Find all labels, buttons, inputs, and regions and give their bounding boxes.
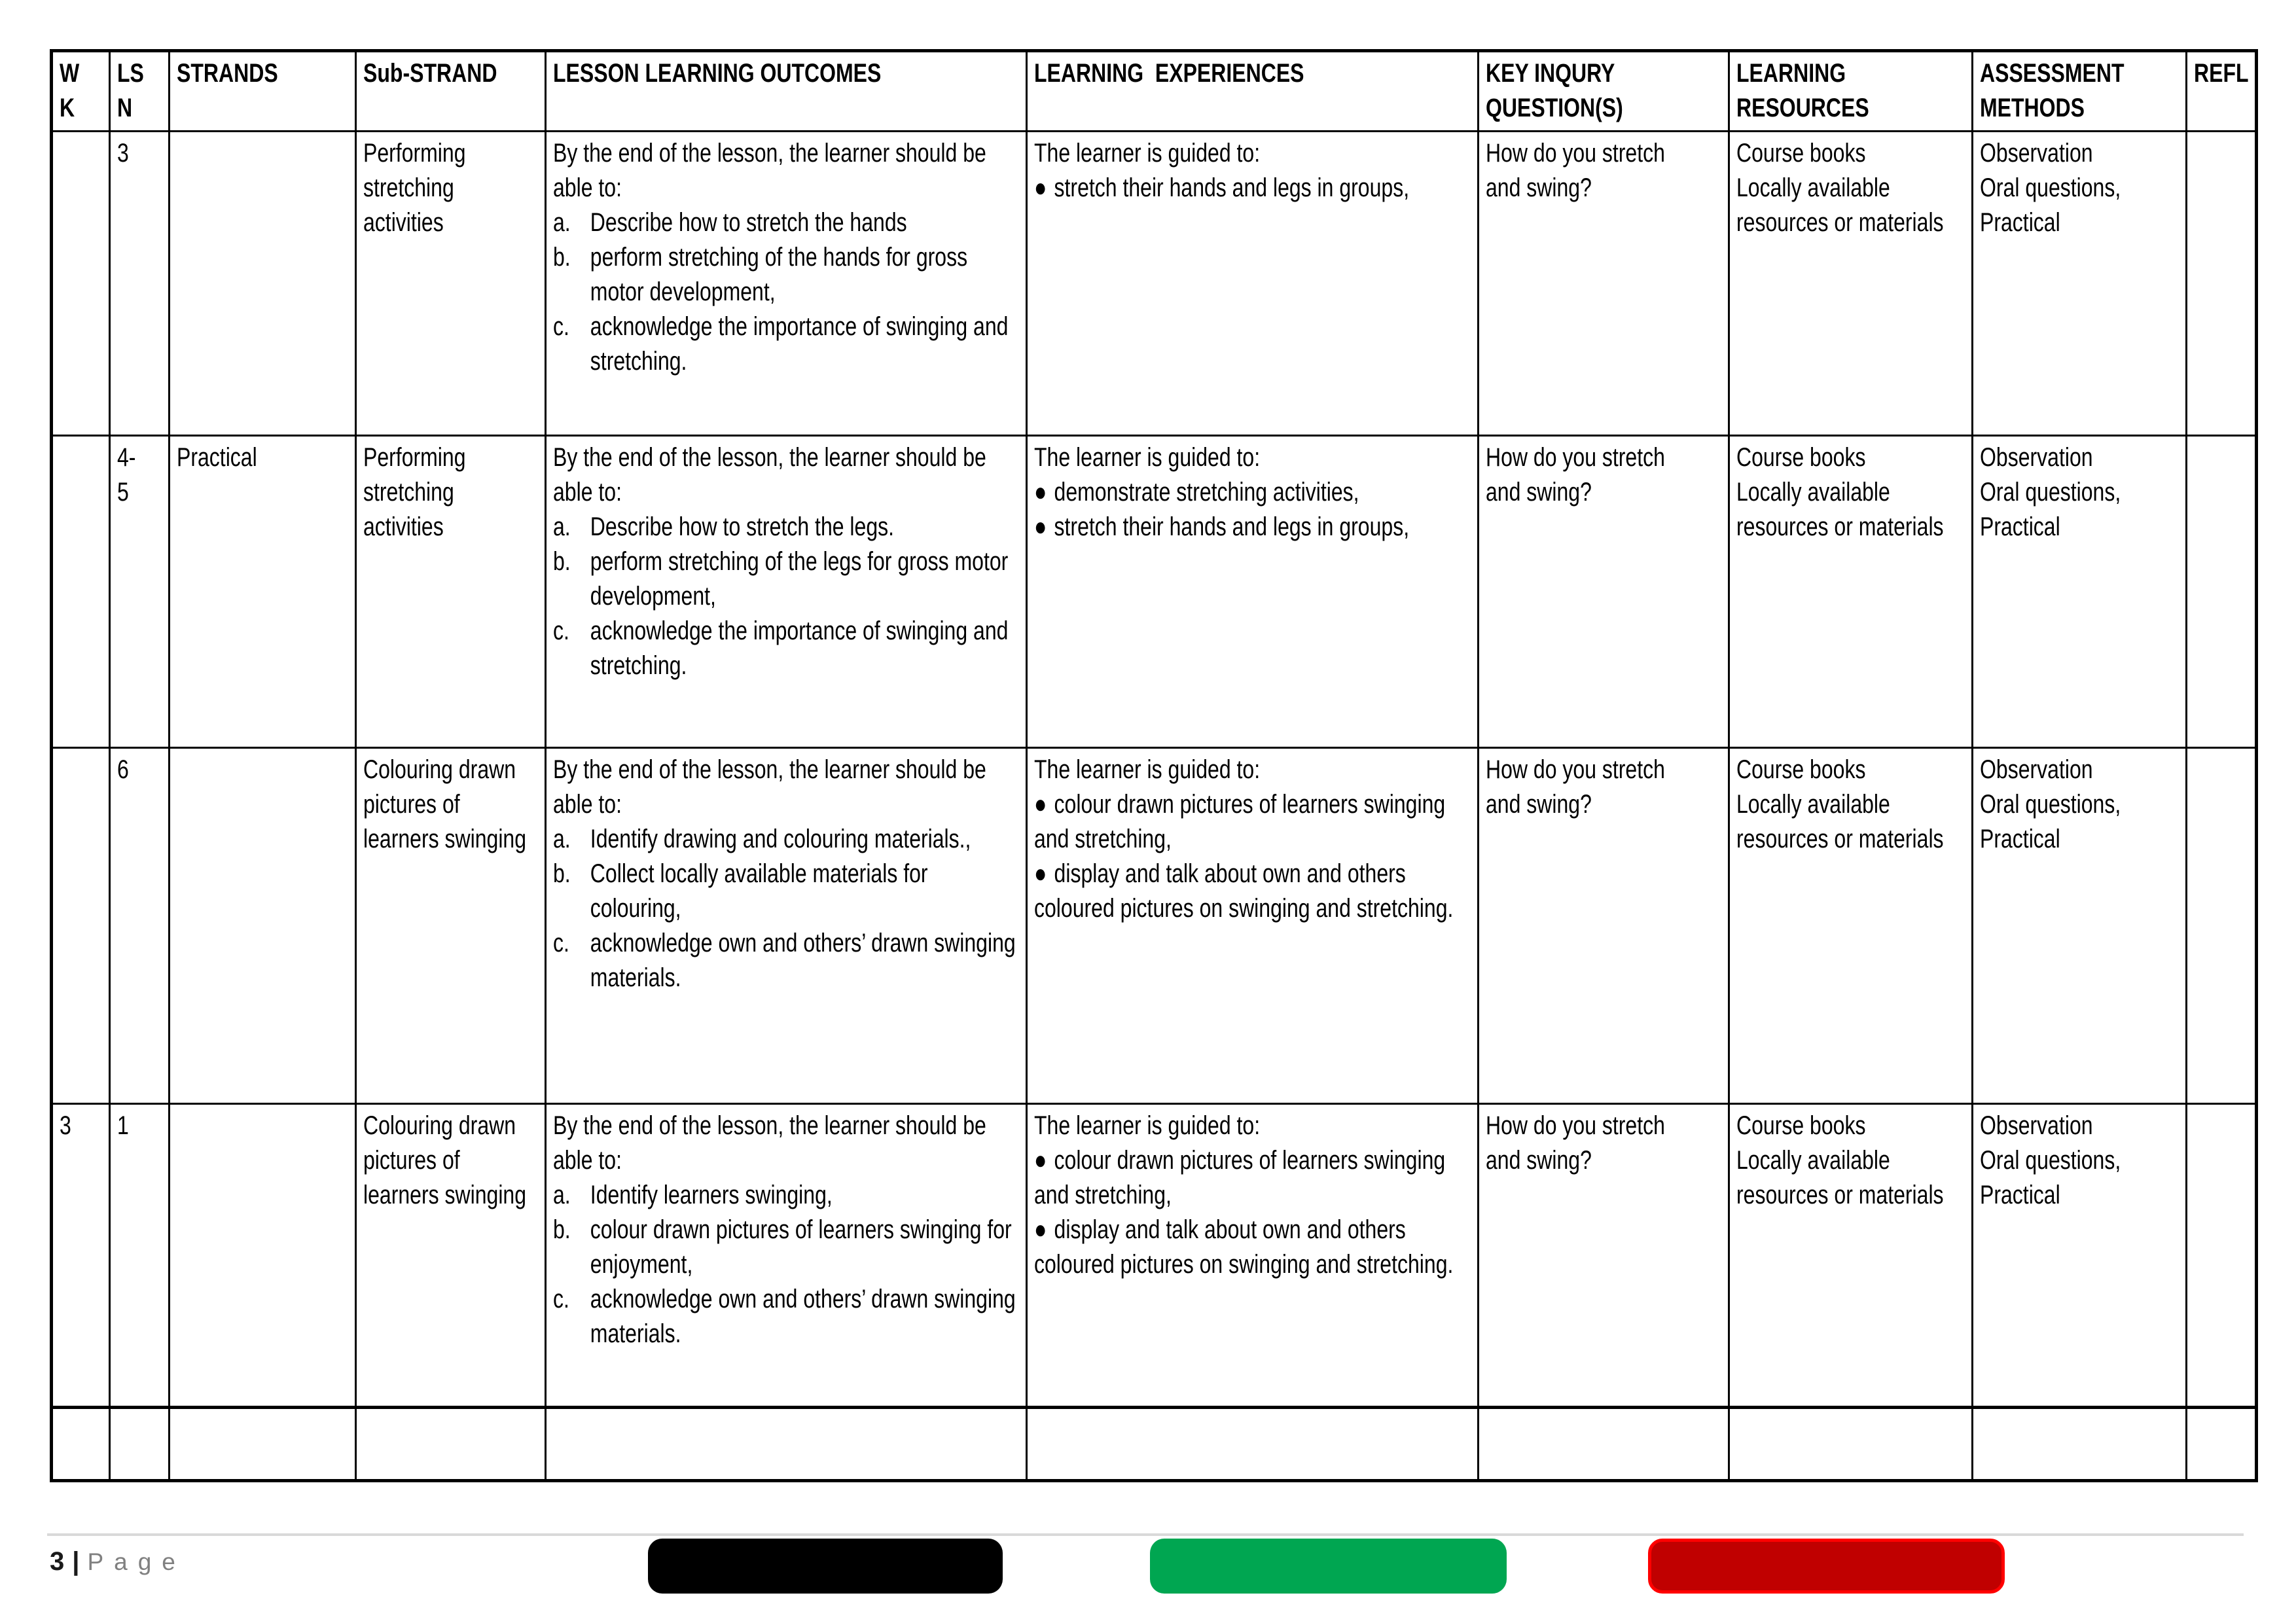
experience-bullet: [1034, 787, 1471, 857]
cell-refl: [2187, 1104, 2257, 1408]
assessment-line: Practical: [1980, 825, 2060, 853]
col-header-experiences-label: LEARNING EXPERIENCES: [1034, 59, 1304, 88]
experience-text: stretch their hands and legs in groups,: [1054, 173, 1410, 202]
experience-bullet: [1034, 857, 1471, 926]
lsn-value: 1: [117, 1111, 129, 1140]
cell-wk: [52, 1104, 110, 1408]
col-header-strands-label: STRANDS: [177, 59, 278, 88]
assessment-line: Practical: [1980, 1181, 2060, 1209]
footer-rule: [47, 1533, 2244, 1536]
cell-assessment: [1973, 132, 2187, 436]
cell-sub-strand: [356, 132, 546, 436]
outcome-text: colour drawn pictures of learners swinging for enjoyment,: [590, 1215, 1012, 1279]
cell-resources: [1729, 1104, 1973, 1408]
cell-wk: [52, 748, 110, 1104]
cell-wk: [52, 1408, 110, 1481]
outcome-item: [553, 1282, 1019, 1351]
table-row: [52, 436, 2257, 748]
page-footer: [50, 1546, 186, 1578]
outcome-item: [553, 614, 1019, 683]
assessment-line: Observation: [1980, 1111, 2093, 1140]
outcome-item: [553, 310, 1019, 379]
redaction-bar-red: [1648, 1539, 2005, 1594]
table-row: [52, 1104, 2257, 1408]
bullet-icon: ●: [1034, 790, 1047, 819]
redaction-bar-black: [648, 1539, 1003, 1594]
col-header-lsn: [110, 51, 170, 132]
col-header-sub-strand: [356, 51, 546, 132]
lsn-value: 4-5: [117, 443, 136, 507]
outcome-label: b.: [553, 1215, 571, 1244]
cell-key-inquiry: [1479, 748, 1729, 1104]
cell-wk: [52, 436, 110, 748]
outcome-text: Describe how to stretch the legs.: [590, 512, 895, 541]
cell-experiences: [1027, 1104, 1479, 1408]
cell-experiences: [1027, 132, 1479, 436]
experience-text: stretch their hands and legs in groups,: [1054, 512, 1410, 541]
cell-key-inquiry: [1479, 1104, 1729, 1408]
outcomes-intro: By the end of the lesson, the learner should be able to:: [553, 1111, 986, 1175]
outcome-label: c.: [553, 312, 569, 341]
col-header-lsn-label: LSN: [117, 59, 144, 122]
col-header-strands: [170, 51, 356, 132]
col-header-assessment: [1973, 51, 2187, 132]
outcomes-intro: By the end of the lesson, the learner should be able to:: [553, 443, 986, 507]
cell-assessment: [1973, 436, 2187, 748]
table-row-empty: [52, 1408, 2257, 1481]
experience-bullet: [1034, 475, 1471, 510]
experiences-intro: The learner is guided to:: [1034, 755, 1261, 784]
assessment-line: Oral questions,: [1980, 1146, 2121, 1175]
outcomes-intro: By the end of the lesson, the learner should be able to:: [553, 755, 986, 819]
experience-text: colour drawn pictures of learners swinging and stretching,: [1034, 1146, 1446, 1209]
cell-experiences: [1027, 748, 1479, 1104]
sub-strand-value: Performing stretching activities: [363, 443, 466, 541]
experience-bullet: [1034, 1213, 1471, 1282]
cell-outcomes: [546, 132, 1027, 436]
cell-strand: [170, 436, 356, 748]
cell-strand: [170, 1408, 356, 1481]
assessment-line: Practical: [1980, 208, 2060, 237]
outcome-item: [553, 822, 1019, 857]
cell-outcomes: [546, 1104, 1027, 1408]
scheme-of-work-table: [50, 49, 2258, 1482]
header-row: [52, 51, 2257, 132]
resources-line: Course books: [1736, 139, 1866, 168]
resources-line: Course books: [1736, 755, 1866, 784]
col-header-assessment-label: ASSESSMENT METHODS: [1980, 59, 2125, 122]
resources-line: Locally available resources or materials: [1736, 1146, 1944, 1209]
outcome-label: c.: [553, 1285, 569, 1313]
outcome-label: a.: [553, 825, 571, 853]
col-header-refl-label: REFL: [2194, 59, 2249, 88]
cell-lsn: [110, 436, 170, 748]
cell-resources: [1729, 1408, 1973, 1481]
cell-outcomes: [546, 1408, 1027, 1481]
cell-strand: [170, 748, 356, 1104]
col-header-resources: [1729, 51, 1973, 132]
key-inquiry-value: How do you stretch and swing?: [1486, 755, 1665, 819]
outcome-item: [553, 926, 1019, 995]
outcome-label: b.: [553, 547, 571, 576]
experience-text: display and talk about own and others coloured pictures on swinging and stretching.: [1034, 1215, 1454, 1279]
page-number-separator: |: [72, 1547, 80, 1576]
cell-resources: [1729, 132, 1973, 436]
bullet-icon: ●: [1034, 173, 1047, 202]
outcome-text: acknowledge the importance of swinging and stretching.: [590, 312, 1009, 376]
cell-assessment: [1973, 748, 2187, 1104]
experience-bullet: [1034, 1143, 1471, 1213]
outcome-text: perform stretching of the hands for gross motor development,: [590, 243, 968, 306]
experience-bullet: [1034, 510, 1471, 544]
cell-resources: [1729, 748, 1973, 1104]
wk-value: 3: [60, 1111, 71, 1140]
cell-sub-strand: [356, 436, 546, 748]
page-number: 3: [50, 1547, 65, 1576]
cell-key-inquiry: [1479, 1408, 1729, 1481]
cell-outcomes: [546, 748, 1027, 1104]
table-row: [52, 748, 2257, 1104]
outcome-item: [553, 1213, 1019, 1282]
page-word: Page: [87, 1548, 186, 1575]
col-header-refl: [2187, 51, 2257, 132]
outcome-item: [553, 1178, 1019, 1213]
outcome-text: Collect locally available materials for colouring,: [590, 859, 928, 923]
outcome-label: b.: [553, 859, 571, 888]
outcomes-intro: By the end of the lesson, the learner should be able to:: [553, 139, 986, 202]
outcome-text: perform stretching of the legs for gross motor development,: [590, 547, 1009, 611]
cell-strand: [170, 1104, 356, 1408]
cell-key-inquiry: [1479, 132, 1729, 436]
assessment-line: Observation: [1980, 443, 2093, 472]
cell-assessment: [1973, 1104, 2187, 1408]
cell-wk: [52, 132, 110, 436]
bullet-icon: ●: [1034, 859, 1047, 888]
lsn-value: 3: [117, 139, 129, 168]
col-header-outcomes-label: LESSON LEARNING OUTCOMES: [553, 59, 882, 88]
cell-resources: [1729, 436, 1973, 748]
cell-sub-strand: [356, 748, 546, 1104]
outcome-text: acknowledge the importance of swinging and stretching.: [590, 616, 1009, 680]
experiences-intro: The learner is guided to:: [1034, 1111, 1261, 1140]
sub-strand-value: Performing stretching activities: [363, 139, 466, 237]
cell-refl: [2187, 748, 2257, 1104]
sub-strand-value: Colouring drawn pictures of learners swinging: [363, 1111, 527, 1209]
cell-sub-strand: [356, 1408, 546, 1481]
outcome-label: c.: [553, 929, 569, 957]
outcome-item: [553, 510, 1019, 544]
experience-text: demonstrate stretching activities,: [1054, 478, 1359, 507]
assessment-line: Observation: [1980, 755, 2093, 784]
key-inquiry-value: How do you stretch and swing?: [1486, 443, 1665, 507]
cell-experiences: [1027, 436, 1479, 748]
outcome-text: Describe how to stretch the hands: [590, 208, 907, 237]
redaction-bar-green: [1150, 1539, 1507, 1594]
outcome-item: [553, 205, 1019, 240]
experiences-intro: The learner is guided to:: [1034, 139, 1261, 168]
col-header-outcomes: [546, 51, 1027, 132]
col-header-sub-strand-label: Sub-STRAND: [363, 59, 497, 88]
cell-lsn: [110, 1104, 170, 1408]
assessment-line: Observation: [1980, 139, 2093, 168]
resources-line: Course books: [1736, 443, 1866, 472]
outcome-text: acknowledge own and others’ drawn swinging materials.: [590, 1285, 1016, 1348]
key-inquiry-value: How do you stretch and swing?: [1486, 1111, 1665, 1175]
assessment-line: Oral questions,: [1980, 173, 2121, 202]
cell-sub-strand: [356, 1104, 546, 1408]
outcome-item: [553, 544, 1019, 614]
resources-line: Locally available resources or materials: [1736, 790, 1944, 853]
cell-assessment: [1973, 1408, 2187, 1481]
table-row: [52, 132, 2257, 436]
cell-lsn: [110, 1408, 170, 1481]
col-header-wk-label: WK: [60, 59, 80, 122]
cell-refl: [2187, 436, 2257, 748]
cell-key-inquiry: [1479, 436, 1729, 748]
cell-lsn: [110, 748, 170, 1104]
cell-strand: [170, 132, 356, 436]
outcome-item: [553, 857, 1019, 926]
outcome-text: Identify drawing and colouring materials.,: [590, 825, 971, 853]
outcome-text: Identify learners swinging,: [590, 1181, 833, 1209]
outcome-label: c.: [553, 616, 569, 645]
outcome-label: b.: [553, 243, 571, 272]
outcome-text: acknowledge own and others’ drawn swinging materials.: [590, 929, 1016, 992]
outcome-label: a.: [553, 208, 571, 237]
strand-value: Practical: [177, 443, 257, 472]
outcome-label: a.: [553, 512, 571, 541]
outcome-label: a.: [553, 1181, 571, 1209]
bullet-icon: ●: [1034, 512, 1047, 541]
lsn-value: 6: [117, 755, 129, 784]
cell-experiences: [1027, 1408, 1479, 1481]
col-header-experiences: [1027, 51, 1479, 132]
key-inquiry-value: How do you stretch and swing?: [1486, 139, 1665, 202]
experience-text: colour drawn pictures of learners swinging and stretching,: [1034, 790, 1446, 853]
col-header-wk: [52, 51, 110, 132]
cell-outcomes: [546, 436, 1027, 748]
sub-strand-value: Colouring drawn pictures of learners swinging: [363, 755, 527, 853]
resources-line: Course books: [1736, 1111, 1866, 1140]
cell-refl: [2187, 132, 2257, 436]
bullet-icon: ●: [1034, 1215, 1047, 1244]
col-header-resources-label: LEARNING RESOURCES: [1736, 59, 1869, 122]
assessment-line: Oral questions,: [1980, 790, 2121, 819]
resources-line: Locally available resources or materials: [1736, 173, 1944, 237]
cell-refl: [2187, 1408, 2257, 1481]
experiences-intro: The learner is guided to:: [1034, 443, 1261, 472]
assessment-line: Oral questions,: [1980, 478, 2121, 507]
cell-lsn: [110, 132, 170, 436]
col-header-key-inquiry: [1479, 51, 1729, 132]
assessment-line: Practical: [1980, 512, 2060, 541]
experience-text: display and talk about own and others coloured pictures on swinging and stretching.: [1034, 859, 1454, 923]
col-header-key-inquiry-label: KEY INQURY QUESTION(S): [1486, 59, 1623, 122]
resources-line: Locally available resources or materials: [1736, 478, 1944, 541]
experience-bullet: [1034, 171, 1471, 205]
bullet-icon: ●: [1034, 1146, 1047, 1175]
outcome-item: [553, 240, 1019, 310]
bullet-icon: ●: [1034, 478, 1047, 507]
